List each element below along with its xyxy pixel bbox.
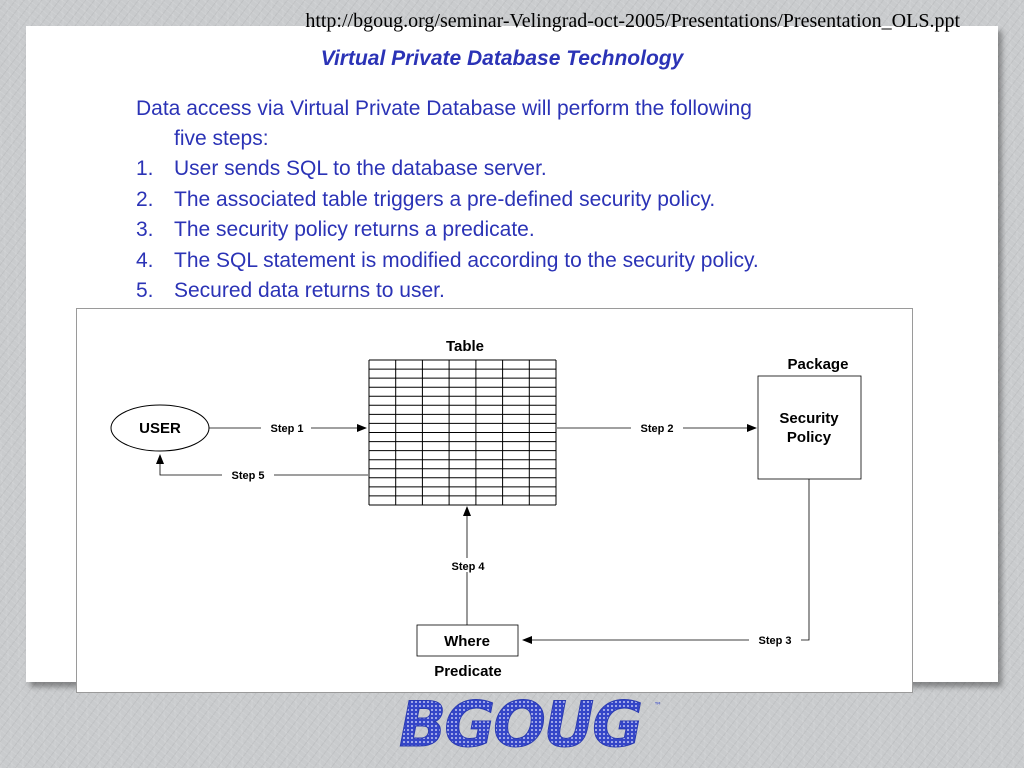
- bgoug-logo: [370, 692, 670, 758]
- step-item: [136, 215, 759, 246]
- step-text: Secured data returns to user.: [174, 279, 445, 302]
- step-number: 5.: [136, 279, 154, 302]
- svg-text:™: ™: [654, 701, 662, 710]
- step-number: 4.: [136, 248, 154, 272]
- package-label: Package: [787, 356, 849, 373]
- table-label: Table: [445, 338, 485, 355]
- intro-paragraph: [136, 94, 916, 154]
- diagram-canvas: [77, 309, 912, 692]
- source-url[interactable]: http://bgoug.org/seminar-Velingrad-oct-2005/Presentations/Presentation_OLS.ppt: [305, 10, 960, 32]
- security-policy-line1: Security: [779, 410, 839, 427]
- step-number: 1.: [136, 157, 154, 180]
- step4-label: Step 4: [451, 561, 485, 573]
- user-label: USER: [139, 420, 181, 437]
- step3-arrow: [523, 479, 809, 640]
- step-number: 2.: [136, 187, 154, 211]
- step-number: 3.: [136, 218, 154, 241]
- security-policy-box: [758, 376, 861, 479]
- step5-label: Step 5: [231, 470, 265, 482]
- step-item: [136, 246, 759, 277]
- step-item: [136, 154, 759, 185]
- step2-label: Step 2: [640, 423, 674, 435]
- vpd-diagram: [76, 308, 913, 693]
- slide-title: Virtual Private Database Technology: [320, 47, 684, 70]
- step1-label: Step 1: [270, 423, 304, 435]
- step-item: [136, 276, 759, 307]
- predicate-label: Predicate: [434, 663, 502, 680]
- step-text: User sends SQL to the database server.: [174, 157, 547, 180]
- step-text: The security policy returns a predicate.: [174, 218, 535, 241]
- step-item: [136, 185, 759, 216]
- step3-label: Step 3: [758, 635, 792, 647]
- security-policy-line2: Policy: [786, 429, 832, 446]
- where-label: Where: [444, 633, 490, 650]
- svg-text:BGOUG: BGOUG: [398, 692, 642, 758]
- intro-line-1: Data access via Virtual Private Database will perform the following: [136, 97, 752, 120]
- step-text: The associated table triggers a pre-defined security policy.: [174, 187, 716, 211]
- intro-line-2: five steps:: [174, 127, 269, 150]
- step-text: The SQL statement is modified according to the security policy.: [174, 248, 759, 272]
- steps-list: [136, 154, 759, 307]
- table-grid: [369, 360, 556, 505]
